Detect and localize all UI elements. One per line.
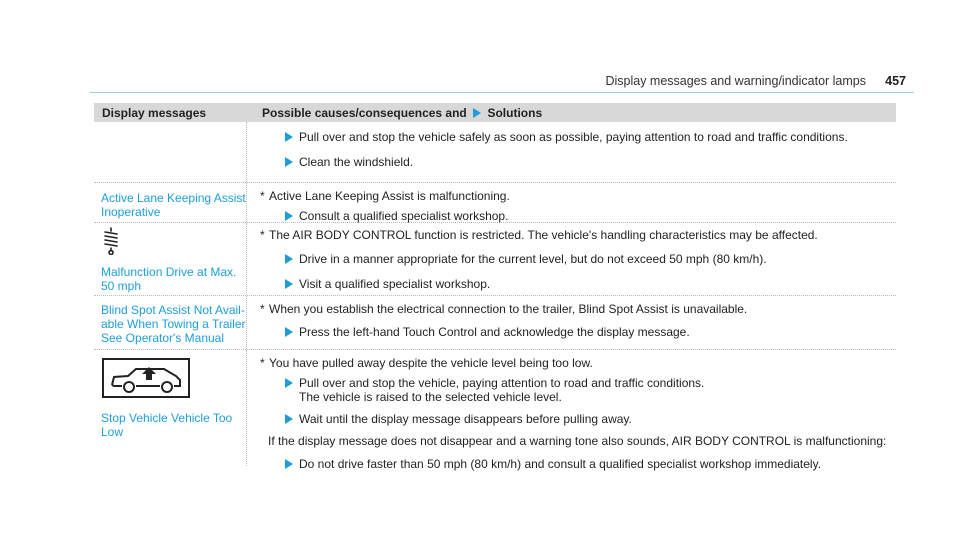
vehicle-level-up-icon bbox=[102, 358, 190, 398]
solution-cell bbox=[257, 122, 896, 179]
arrow-icon bbox=[285, 327, 293, 337]
cause-text: * When you establish the electrical connection to the trailer, Blind Spot Assist is unavailable. bbox=[260, 302, 748, 316]
solution-step: Do not drive faster than 50 mph (80 km/h) and consult a qualified specialist workshop immediately. bbox=[257, 457, 896, 471]
page-header-title: Display messages and warning/indicator lamps bbox=[605, 74, 866, 88]
solution-cell bbox=[257, 296, 896, 349]
table-row bbox=[94, 223, 896, 296]
arrow-icon bbox=[285, 459, 293, 469]
messages-table bbox=[94, 103, 896, 471]
solution-step: Wait until the display message disappears before pulling away. bbox=[257, 412, 896, 426]
table-row bbox=[94, 122, 896, 183]
solution-step: Clean the windshield. bbox=[257, 155, 896, 169]
table-row bbox=[94, 296, 896, 350]
solution-step: Consult a qualified specialist workshop. bbox=[257, 209, 896, 223]
col-header-solutions-text: Solutions bbox=[487, 106, 543, 120]
solution-step: Pull over and stop the vehicle, paying attention to road and traffic conditions. The vehicle is raised to the selected vehicle level. bbox=[257, 376, 896, 404]
col-header-causes-text: Possible causes/consequences and bbox=[262, 106, 467, 120]
arrow-icon bbox=[473, 108, 481, 118]
page-header bbox=[0, 74, 960, 96]
solution-step: Drive in a manner appropriate for the current level, but do not exceed 50 mph (80 km/h). bbox=[257, 252, 896, 266]
arrow-icon bbox=[285, 254, 293, 264]
solution-cell bbox=[257, 350, 896, 481]
message-label: Malfunction Drive at Max. 50 mph bbox=[101, 265, 237, 293]
header-rule bbox=[90, 92, 914, 93]
message-label: Stop Vehicle Vehicle Too Low bbox=[101, 411, 233, 439]
col-header-causes bbox=[262, 106, 542, 120]
arrow-icon bbox=[285, 157, 293, 167]
solution-step: Visit a qualified specialist workshop. bbox=[257, 277, 896, 291]
cause-text: * The AIR BODY CONTROL function is restricted. The vehicle's handling characteristics may be affected. bbox=[260, 228, 818, 242]
arrow-icon bbox=[285, 414, 293, 424]
arrow-icon bbox=[285, 211, 293, 221]
table-header bbox=[94, 103, 896, 122]
label-cell bbox=[94, 350, 247, 466]
arrow-icon bbox=[285, 132, 293, 142]
label-cell bbox=[94, 122, 247, 182]
note-text: If the display message does not disappear and a warning tone also sounds, AIR BODY CONTROL is malfunctioning: bbox=[268, 434, 887, 448]
table-row bbox=[94, 183, 896, 223]
solution-step: Press the left-hand Touch Control and acknowledge the display message. bbox=[257, 325, 896, 339]
col-header-messages: Display messages bbox=[102, 106, 207, 120]
label-cell bbox=[94, 183, 247, 222]
message-label: Blind Spot Assist Not Avail- able When Towing a Trailer See Operator's Manual bbox=[101, 303, 246, 345]
label-cell bbox=[94, 296, 247, 349]
solution-step: Pull over and stop the vehicle safely as soon as possible, paying attention to road and traffic conditions. bbox=[257, 130, 896, 144]
label-cell bbox=[94, 223, 247, 295]
arrow-icon bbox=[285, 378, 293, 388]
message-label: Active Lane Keeping Assist Inoperative bbox=[101, 191, 246, 219]
arrow-icon bbox=[285, 279, 293, 289]
cause-text: * Active Lane Keeping Assist is malfunctioning. bbox=[260, 189, 510, 203]
cause-text: * You have pulled away despite the vehicle level being too low. bbox=[260, 356, 593, 370]
table-row bbox=[94, 350, 896, 471]
page-number: 457 bbox=[885, 74, 906, 88]
solution-cell bbox=[257, 223, 896, 301]
suspension-spring-icon bbox=[102, 227, 120, 255]
